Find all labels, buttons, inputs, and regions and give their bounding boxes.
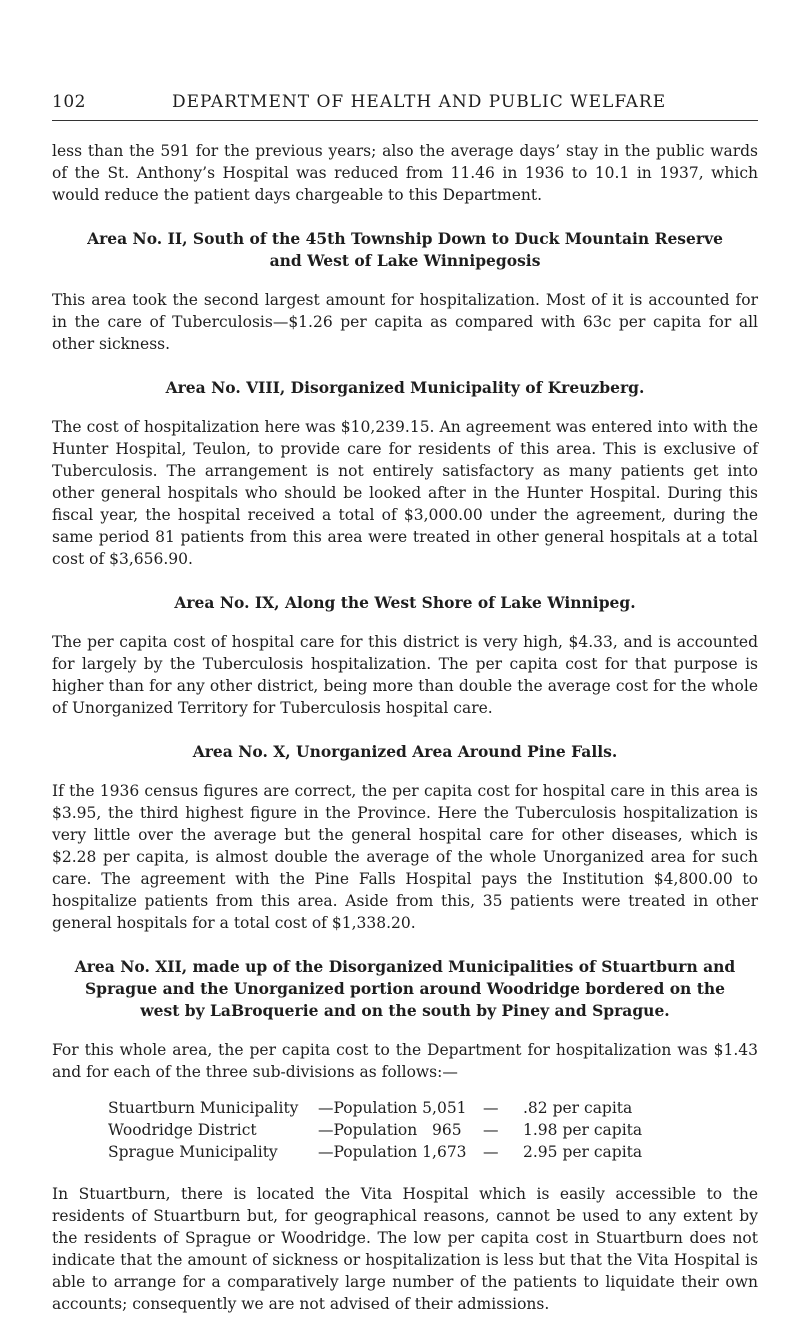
paragraph-area-ix: The per capita cost of hospital care for this district is very high, $4.33, and is accounted for largely by the Tuberculosis hospitalization. The per capita cost for that purpose is higher than for any other district, being more than double the average cost for the whole of Unorganized Territory for Tuberculosis hospital care. — [52, 633, 758, 717]
subdivision-population: —Population 5,051 — [318, 1099, 467, 1117]
separator: — — [483, 1143, 499, 1161]
table-row — [108, 1141, 758, 1163]
page-number: 102 — [52, 92, 86, 112]
subdivision-table — [52, 1097, 758, 1163]
subdivision-name: Stuartburn Municipality — [108, 1099, 299, 1117]
subdivision-per-capita: 2.95 per capita — [523, 1143, 643, 1161]
closing-paragraph: In Stuartburn, there is located the Vita Hospital which is easily accessible to the residents of Stuartburn but, for geographical reasons, cannot be used to any extent by the residents of Sprague or Woodridge. The low per capita cost in Stuartburn does not indicate that the amount of sickness or hospitalization is less but that the Vita Hospital is able to arrange for a comparatively large number of the patients to liquidate their own accounts; consequently we are not advised of their admissions. — [52, 1185, 758, 1313]
section-heading-area-xii: Area No. XII, made up of the Disorganized Municipalities of Stuartburn and Sprague and the Unorganized portion around Woodridge bordered on the west by LaBroquerie and on the south by Piney and Sprague. — [74, 957, 736, 1020]
section-heading-area-ix: Area No. IX, Along the West Shore of Lake Winnipeg. — [174, 593, 636, 612]
subdivision-per-capita: 1.98 per capita — [523, 1121, 643, 1139]
separator: — — [483, 1121, 499, 1139]
table-row — [108, 1097, 758, 1119]
body-text — [52, 140, 758, 1337]
intro-paragraph: less than the 591 for the previous years; also the average days’ stay in the public wards of the St. Anthony’s Hospital was reduced from 11.46 in 1936 to 10.1 in 1937, which would reduce the patient days chargeable to this Department. — [52, 142, 758, 204]
table-row — [108, 1119, 758, 1141]
subdivision-name: Woodridge District — [108, 1121, 257, 1139]
subdivision-name: Sprague Municipality — [108, 1143, 278, 1161]
paragraph-area-xii: For this whole area, the per capita cost to the Department for hospitalization was $1.43 and for each of the three sub-divisions as follows:— — [52, 1041, 758, 1081]
section-heading-area-x: Area No. X, Unorganized Area Around Pine Falls. — [192, 742, 618, 761]
subdivision-population: —Population 1,673 — [318, 1143, 467, 1161]
paragraph-area-viii: The cost of hospitalization here was $10,239.15. An agreement was entered into with the Hunter Hospital, Teulon, to provide care for residents of this area. This is exclusive of Tuberculosis. The arrangement is not entirely satisfactory as many patients get into other general hospitals who should be looked after in the Hunter Hospital. During this fiscal year, the hospital received a total of $3,000.00 under the agreement, during the same period 81 patients from this area were treated in other general hospitals at a total cost of $3,656.90. — [52, 418, 758, 568]
paragraph-area-ii: This area took the second largest amount for hospitalization. Most of it is accounted for in the care of Tuberculosis—$1.26 per capita as compared with 63c per capita for all other sickness. — [52, 291, 758, 353]
running-header — [52, 92, 758, 121]
subdivision-population: —Population 965 — [318, 1121, 462, 1139]
section-heading-area-ii: Area No. II, South of the 45th Township Down to Duck Mountain Reserve and West of Lake Winnipegosis — [87, 229, 723, 270]
subdivision-per-capita: .82 per capita — [523, 1099, 633, 1117]
separator: — — [483, 1099, 499, 1117]
running-title: DEPARTMENT OF HEALTH AND PUBLIC WELFARE — [172, 92, 667, 112]
paragraph-area-x: If the 1936 census figures are correct, the per capita cost for hospital care in this area is $3.95, the third highest figure in the Province. Here the Tuberculosis hospitalization is very little over the average but the general hospital care for other diseases, which is $2.28 per capita, is almost double the average of the whole Unorganized area for such care. The agreement with the Pine Falls Hospital pays the Institution $4,800.00 to hospitalize patients from this area. Aside from this, 35 patients were treated in other general hospitals for a total cost of $1,338.20. — [52, 782, 758, 932]
section-heading-area-viii: Area No. VIII, Disorganized Municipality of Kreuzberg. — [165, 378, 645, 397]
